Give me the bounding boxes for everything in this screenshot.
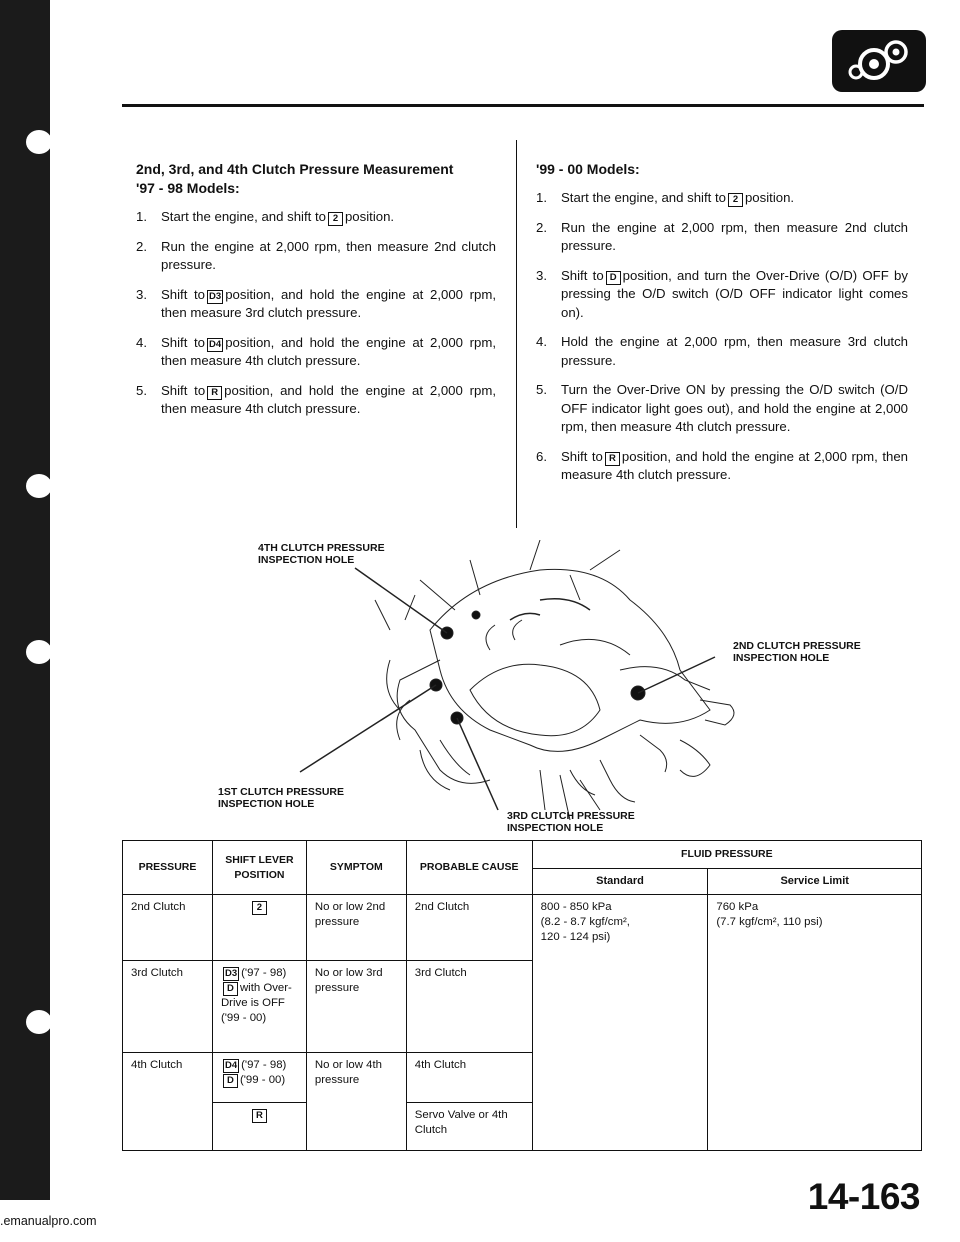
shift-position-box: R: [207, 386, 222, 400]
table-row: 3rd Clutch D3 ('97 - 98) D with Over- Drive is OFF ('99 - 00) No or low 3rd pressure 3rd Clutch: [123, 961, 922, 1053]
left-procedure: [136, 160, 496, 430]
step-list: [136, 208, 496, 419]
column-divider: [516, 140, 517, 528]
shift-position-box: 2: [328, 212, 343, 226]
shift-position-box: D: [223, 1074, 238, 1088]
table-row: 2nd Clutch 2 No or low 2nd pressure 2nd Clutch 800 - 850 kPa (8.2 - 8.7 kgf/cm², 120 - 124 psi) 760 kPa (7.7 kgf/cm², 110 psi): [123, 895, 922, 961]
service-limit-cell: 760 kPa (7.7 kgf/cm², 110 psi): [708, 895, 922, 1151]
col-header-service-limit: Service Limit: [708, 869, 922, 895]
step-item: 2. Run the engine at 2,000 rpm, then measure 2nd clutch pressure.: [136, 238, 496, 272]
section-title: 2nd, 3rd, and 4th Clutch Pressure Measurement: [136, 161, 454, 177]
page-number: 14-163: [807, 1176, 920, 1217]
table-row: 4th Clutch D4 ('97 - 98) D ('99 - 00) No or low 4th pressure 4th Clutch: [123, 1053, 922, 1103]
step-item: 1. Start the engine, and shift to 2 position.: [136, 209, 395, 224]
shift-position-box: D: [223, 982, 238, 996]
col-header-fluid-pressure: FLUID PRESSURE: [532, 841, 921, 869]
shift-position-box: R: [252, 1109, 267, 1123]
col-header-shift-lever: SHIFT LEVER POSITION: [212, 841, 306, 895]
col-header-symptom: SYMPTOM: [306, 841, 406, 895]
model-years-heading: '97 - 98 Models:: [136, 180, 240, 196]
step-item: 1. Start the engine, and shift to 2 position.: [536, 190, 795, 205]
callout-4th-clutch: 4TH CLUTCH PRESSURE INSPECTION HOLE: [258, 542, 385, 566]
shift-position-box: D: [606, 271, 621, 285]
step-item: 4. Hold the engine at 2,000 rpm, then measure 3rd clutch pressure.: [536, 334, 908, 368]
model-years-heading: '99 - 00 Models:: [536, 161, 640, 177]
binder-hole: [26, 474, 52, 498]
step-list: [536, 189, 908, 485]
col-header-standard: Standard: [532, 869, 708, 895]
col-header-pressure: PRESSURE: [123, 841, 213, 895]
website-watermark: .emanualpro.com: [0, 1214, 97, 1228]
step-item: 4. Shift to D4 position, and hold the engine at 2,000 rpm, then measure 4th clutch pressure.: [136, 334, 496, 368]
header-rule: [122, 104, 924, 107]
shift-position-box: D4: [224, 1060, 238, 1071]
step-item: 2. Run the engine at 2,000 rpm, then measure 2nd clutch pressure.: [536, 219, 908, 253]
shift-position-box: D4: [209, 338, 222, 350]
step-item: 6. Shift to R position, and hold the engine at 2,000 rpm, then measure 4th clutch pressure.: [536, 448, 908, 482]
table-row: R Servo Valve or 4th Clutch: [123, 1103, 922, 1151]
shift-position-box: 2: [252, 901, 267, 915]
shift-position-box: R: [605, 452, 620, 466]
step-item: 3. Shift to D3 position, and hold the engine at 2,000 rpm, then measure 3rd clutch pressure.: [136, 286, 496, 320]
step-item: 5. Shift to R position, and hold the engine at 2,000 rpm, then measure 4th clutch pressure.: [136, 382, 496, 416]
step-item: 5. Turn the Over-Drive ON by pressing the O/D switch (O/D OFF indicator light goes out), and hold the engine at 2,000 rpm, then measure 4th clutch pressure.: [536, 382, 908, 434]
callout-3rd-clutch: 3RD CLUTCH PRESSURE INSPECTION HOLE: [507, 810, 635, 834]
table-header-row: [123, 841, 922, 869]
binder-hole: [26, 130, 52, 154]
shift-position-box: 2: [728, 193, 743, 207]
standard-pressure-cell: 800 - 850 kPa (8.2 - 8.7 kgf/cm², 120 - 124 psi): [532, 895, 708, 1151]
binder-hole: [26, 1010, 52, 1034]
callout-2nd-clutch: 2ND CLUTCH PRESSURE INSPECTION HOLE: [733, 640, 861, 664]
binder-edge: [0, 0, 50, 1200]
col-header-probable-cause: PROBABLE CAUSE: [406, 841, 532, 895]
binder-hole: [26, 640, 52, 664]
callout-1st-clutch: 1ST CLUTCH PRESSURE INSPECTION HOLE: [218, 786, 345, 810]
shift-position-box: D3: [224, 968, 238, 979]
step-item: 3. Shift to D position, and turn the Over-Drive (O/D) OFF by pressing the O/D switch (O/D OFF indicator light comes on).: [536, 267, 908, 320]
shift-position-box: D3: [209, 290, 222, 302]
right-procedure: [536, 160, 908, 496]
clutch-pressure-table: [122, 840, 922, 1151]
transmission-section-icon: [832, 30, 926, 92]
